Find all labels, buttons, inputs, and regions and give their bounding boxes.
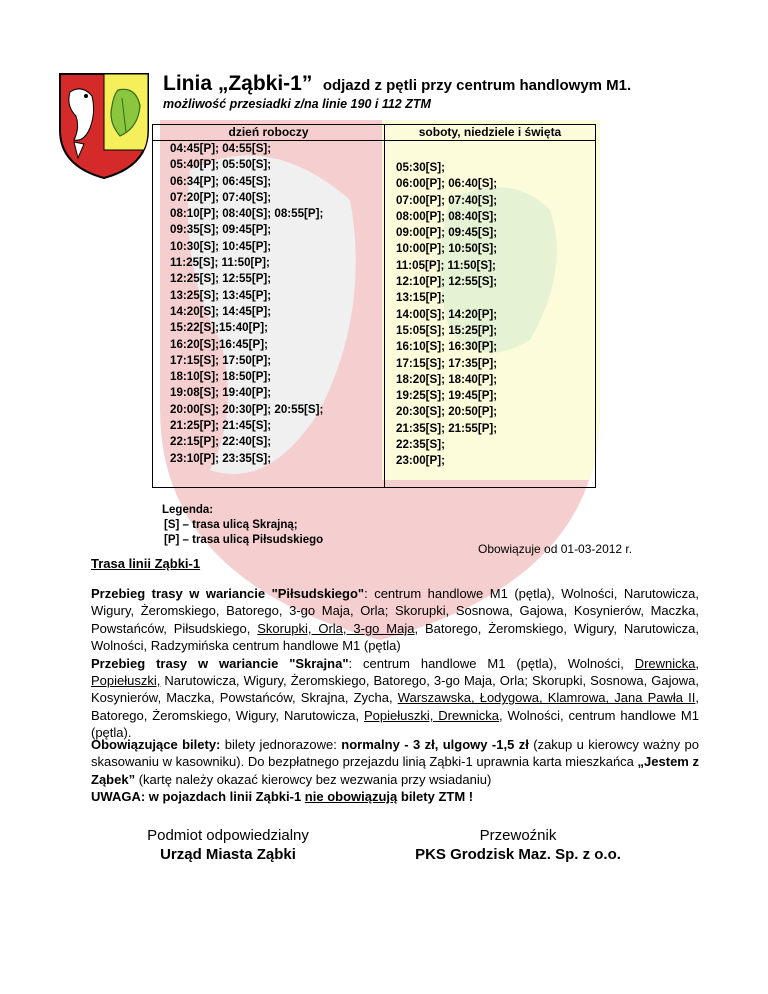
page-title [163,72,631,96]
legend-p: [P] – trasa ulicą Piłsudskiego [164,534,324,546]
valid-from: Obowiązuje od 01-03-2012 r. [478,542,633,556]
route-s-text2: Narutowicza, Wigury, Żeromskiego, Batorego, 3-go Maja, Orla; Skorupki, Sosnowa, Gajowa, Kosynierów, Maczka, Powstańców, Skrajna, Zycha, [91,673,699,706]
carrier [400,826,636,864]
responsible-name: Urząd Miasta Ząbki [160,846,296,863]
departure-row: 06:34[P]; 06:45[S]; [170,174,272,188]
departure-row: 13:25[S]; 13:45[P]; [170,288,272,302]
departure-row: 19:08[S]; 19:40[P]; [170,386,272,400]
route-s-underline2: Warszawska, Łodygowa, Klamrowa, Jana Pawła II [397,690,696,706]
departure-row: 21:25[P]; 21:45[S]; [170,419,272,433]
departure-row: 07:00[P]; 07:40[S]; [396,193,498,207]
departure-row: 08:10[P]; 08:40[S]; 08:55[P]; [170,207,324,221]
departure-row: 08:00[P]; 08:40[S]; [396,209,498,223]
departure-row: 21:35[S]; 21:55[P]; [396,421,498,435]
route-s-text3: , Batorego, Żeromskiego, Wigury, Narutowicza, [91,690,699,723]
legend-s: [S] – trasa ulicą Skrajną; [164,519,298,531]
route-p-underline1: Skorupki, Orla, 3-go Maja, [257,620,419,636]
departure-row: 20:30[S]; 20:50[P]; [396,405,498,419]
departure-row: 17:15[S]; 17:35[P]; [396,356,498,370]
route-title: Trasa linii Ząbki-1 [91,556,201,571]
departure-row: 15:05[S]; 15:25[P]; [396,323,498,337]
departure-row: 10:00[P]; 10:50[S]; [396,242,498,256]
weekday-departures [170,141,323,467]
departure-row: 16:10[S]; 16:30[P]; [396,340,498,354]
coat-of-arms-icon [56,70,152,182]
tickets-warning-end: bilety ZTM ! [397,789,474,805]
title-rest: odjazd z pętli przy centrum handlowym M1. [322,77,632,94]
weekend-header: soboty, niedziele i święta [418,125,562,139]
departure-row: 05:30[S]; [396,161,445,174]
tickets-warning [91,789,473,804]
tickets-label: Obowiązujące bilety: [91,737,221,752]
departure-row: 05:40[P]; 05:50[S]; [170,158,272,172]
departure-row: 22:35[S]; [396,438,445,452]
departure-row: 23:00[P]; [396,454,445,468]
departure-row: 19:25[S]; 19:45[P]; [396,389,498,403]
departure-row: 09:35[S]; 09:45[P]; [170,223,272,237]
route-s-underline1: Drewnicka, Popiełuszki, [91,655,699,689]
departure-row: 11:05[P]; 11:50[S]; [396,258,496,272]
carrier-label: Przewoźnik [479,827,557,844]
tickets-text2: (zakup u kierowcy ważny po skasowaniu w kasowniku). Do bezpłatnego przejazdu linią Ząbki-1 uprawnia karta mieszkańca [91,737,699,770]
departure-row: 11:25[S]; 11:50[P]; [170,256,270,270]
departure-row: 20:00[S]; 20:30[P]; 20:55[S]; [170,402,324,416]
title-main: Linia „Ząbki-1” [163,72,313,95]
departure-row: 12:25[S]; 12:55[P]; [170,272,272,286]
legend [162,503,323,548]
departure-row: 12:10[P]; 12:55[S]; [396,275,498,289]
departure-row: 07:20[P]; 07:40[S]; [170,190,272,204]
departure-row: 14:00[S]; 14:20[P]; [396,307,498,321]
departure-row: 18:10[S]; 18:50[P]; [170,370,272,384]
responsible-entity [118,826,338,864]
carrier-name: PKS Grodzisk Maz. Sp. z o.o. [415,846,621,863]
tickets-warning-start: UWAGA: w pojazdach linii Ząbki-1 [91,789,305,805]
timetable [152,124,596,488]
subtitle: możliwość przesiadki z/na linie 190 i 112 ZTM [163,97,431,111]
responsible-label: Podmiot odpowiedzialny [147,827,309,844]
departure-row: 22:15[P]; 22:40[S]; [170,435,272,449]
tickets-prices: normalny - 3 zł, ulgowy -1,5 zł [341,737,529,752]
departure-row: 16:20[S];16:45[P]; [170,337,268,351]
route-p-text1: : centrum handlowe M1 (pętla), Wolności, Narutowicza, Wigury, Żeromskiego, Batorego, 3-go Maja, Orla; Skorupki, Sosnowa, Gajowa, Kosynierów, Maczka, Powstańców, Piłsudskiego, [91,586,700,636]
weekend-departures [396,160,497,470]
weekday-header: dzień roboczy [228,125,309,139]
departure-row: 09:00[P]; 09:45[S]; [396,226,498,240]
departure-row: 04:45[P]; 04:55[S]; [170,142,272,155]
route-s-underline3: Popiełuszki, Drewnicka, [363,707,503,723]
departure-row: 14:20[S]; 14:45[P]; [170,304,272,318]
route-description [91,585,699,742]
legend-title: Legenda: [162,504,214,516]
route-p-text2: Batorego, Żeromskiego, Wigury, Narutowicza, Wolności, Radzymińska centrum handlowe M1 (pętla) [91,620,699,654]
tickets-info [91,736,699,806]
tickets-warning-underline: nie obowiązują [304,789,398,805]
route-s-label: Przebieg trasy w wariancie "Skrajna" [91,655,349,671]
departure-row: 10:30[S]; 10:45[P]; [170,239,272,253]
tickets-card-name: „Jestem z Ząbek” [91,754,699,787]
tickets-text3: (kartę należy okazać kierowcy bez wezwania przy wsiadaniu) [135,771,492,787]
departure-row: 06:00[P]; 06:40[S]; [396,177,498,191]
departure-row: 23:10[P]; 23:35[S]; [170,451,272,465]
departure-row: 17:15[S]; 17:50[P]; [170,353,272,367]
departure-row: 13:15[P]; [396,291,445,305]
route-s-text4: Wolności, centrum handlowe M1 (pętla). [91,707,699,741]
departure-row: 18:20[S]; 18:40[P]; [396,372,498,386]
route-p-label: Przebieg trasy w wariancie "Piłsudskiego" [91,586,365,601]
route-s-text1: : centrum handlowe M1 (pętla), Wolności, [348,655,635,671]
departure-row: 15:22[S];15:40[P]; [170,321,268,335]
tickets-text1: bilety jednorazowe: [220,737,342,752]
